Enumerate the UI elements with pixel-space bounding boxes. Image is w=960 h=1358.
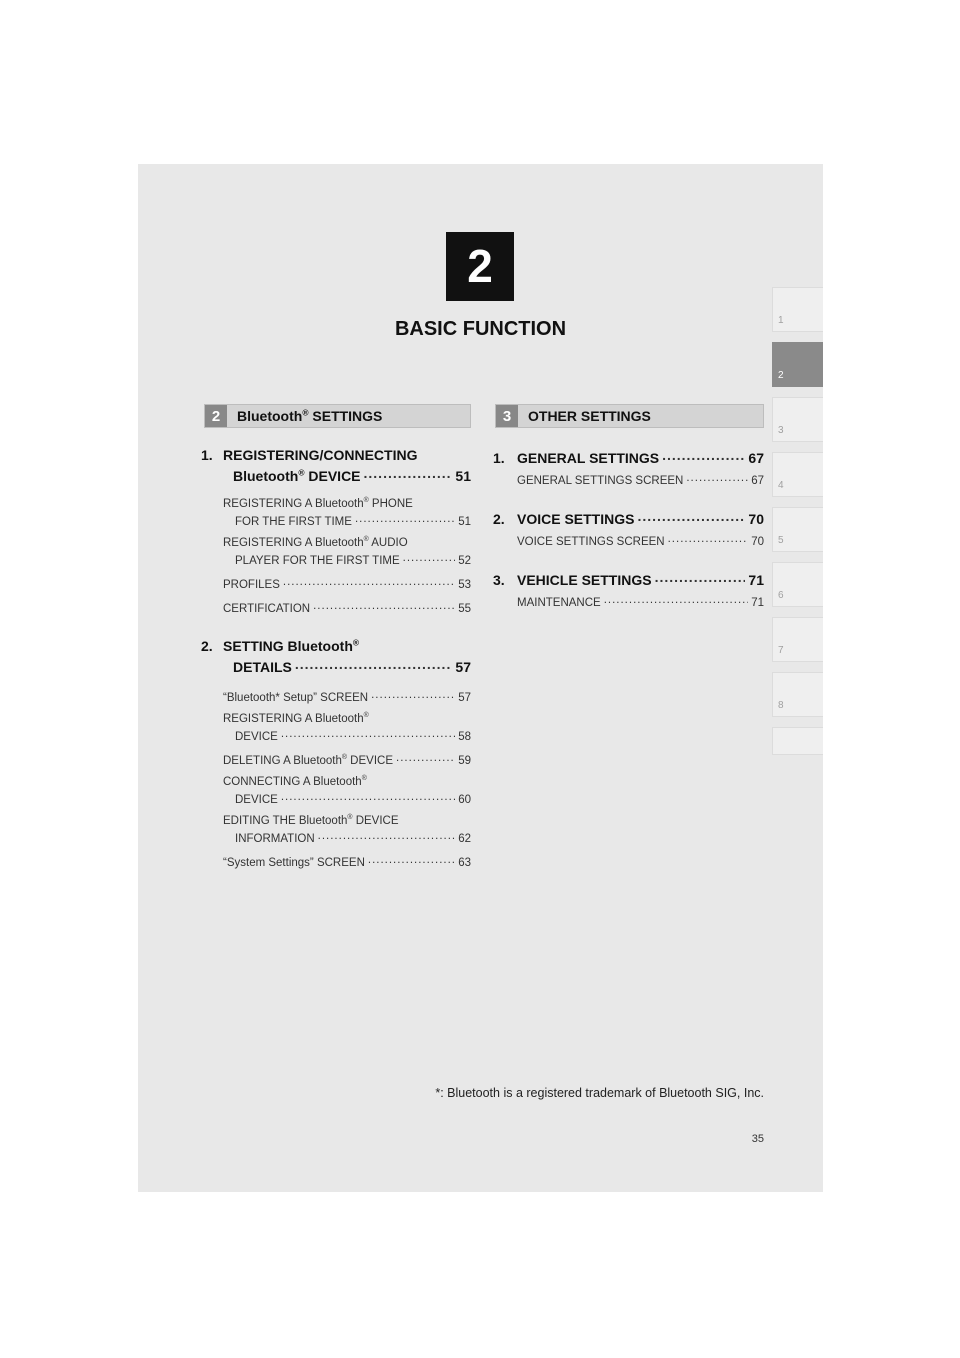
left-column	[201, 446, 471, 877]
page-number: 35	[751, 1133, 764, 1145]
toc-entry[interactable]: PROFILES ..... 53	[201, 575, 471, 593]
chapter-number-box: 2	[446, 232, 514, 301]
chapter-title: BASIC FUNCTION	[394, 318, 567, 340]
tab-2[interactable]: 2	[772, 342, 823, 387]
toc-item-general[interactable]: 1. GENERAL SETTINGS ..... 67 GENERAL SETTINGS SCREEN ..... 67	[493, 446, 764, 489]
tab-blank	[772, 727, 823, 755]
tab-5[interactable]: 5	[772, 507, 823, 552]
toc-item-voice[interactable]: 2. VOICE SETTINGS ..... 70 VOICE SETTINGS SCREEN ..... 70	[493, 507, 764, 550]
section-header-other	[495, 404, 764, 428]
toc-entry[interactable]: “Bluetooth* Setup” SCREEN ..... 57	[201, 688, 471, 706]
toc-entry[interactable]: DELETING A Bluetooth® DEVICE ..... 59	[201, 751, 471, 769]
toc-entry[interactable]: EDITING THE Bluetooth® DEVICE INFORMATION ..... 62	[201, 814, 471, 847]
section-title: Bluetooth® SETTINGS	[237, 407, 383, 424]
section-number: 3	[496, 405, 518, 427]
section-header-bluetooth	[204, 404, 471, 428]
footnote: *: Bluetooth is a registered trademark of Bluetooth SIG, Inc.	[435, 1086, 764, 1100]
toc-heading-registering[interactable]: 1. REGISTERING/CONNECTING Bluetooth® DEVICE ..... 51	[201, 446, 471, 485]
tab-3[interactable]: 3	[772, 397, 823, 442]
toc-entry[interactable]: CONNECTING A Bluetooth® DEVICE ..... 60	[201, 775, 471, 808]
toc-entry[interactable]: REGISTERING A Bluetooth® PHONE FOR THE FIRST TIME ..... 51	[201, 497, 471, 530]
toc-entry[interactable]: REGISTERING A Bluetooth® AUDIO PLAYER FOR THE FIRST TIME ..... 52	[201, 536, 471, 569]
tab-4[interactable]: 4	[772, 452, 823, 497]
toc-entry[interactable]: “System Settings” SCREEN ..... 63	[201, 853, 471, 871]
section-title: OTHER SETTINGS	[528, 408, 651, 424]
tab-7[interactable]: 7	[772, 617, 823, 662]
toc-entry[interactable]: REGISTERING A Bluetooth® DEVICE ..... 58	[201, 712, 471, 745]
tab-1[interactable]: 1	[772, 287, 823, 332]
tab-6[interactable]: 6	[772, 562, 823, 607]
tab-8[interactable]: 8	[772, 672, 823, 717]
toc-item-vehicle[interactable]: 3. VEHICLE SETTINGS ..... 71 MAINTENANCE ..... 71	[493, 568, 764, 611]
section-number: 2	[205, 405, 227, 427]
toc-heading-setting-details[interactable]: 2. SETTING Bluetooth® DETAILS ..... 57	[201, 637, 471, 676]
toc-entry[interactable]: CERTIFICATION ..... 55	[201, 599, 471, 617]
chapter-tabs	[772, 287, 823, 765]
right-column	[493, 446, 764, 617]
